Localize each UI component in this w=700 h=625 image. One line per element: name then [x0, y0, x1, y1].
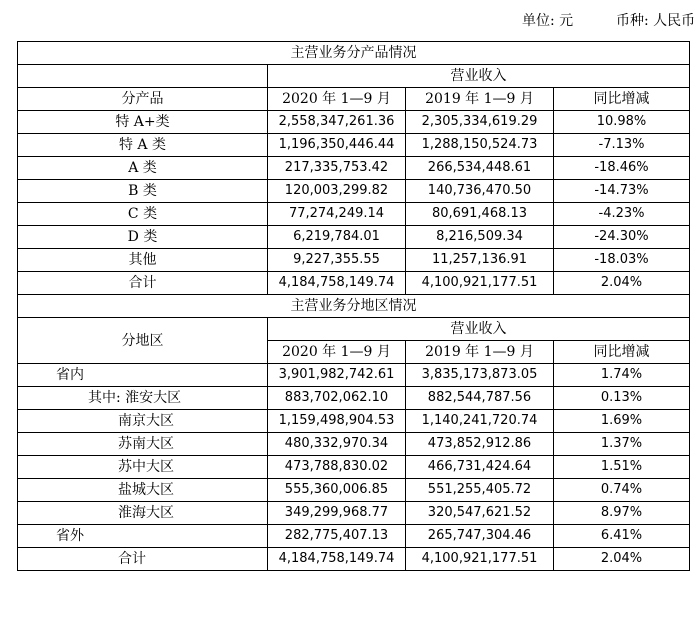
value-2020: 77,274,249.14: [268, 203, 406, 226]
blank-cell: [18, 65, 268, 88]
value-2020: 120,003,299.82: [268, 180, 406, 203]
region-header-row: [18, 318, 690, 341]
product-name: A 类: [18, 157, 268, 180]
product-name: 特 A+类: [18, 111, 268, 134]
value-2019: 2,305,334,619.29: [406, 111, 554, 134]
table-row-total: [18, 272, 690, 295]
region-name: 合计: [18, 548, 268, 571]
value-2020: 3,901,982,742.61: [268, 364, 406, 387]
value-2019: 4,100,921,177.51: [406, 548, 554, 571]
value-2020: 555,360,006.85: [268, 479, 406, 502]
value-2020: 9,227,355.55: [268, 249, 406, 272]
value-2019: 11,257,136.91: [406, 249, 554, 272]
product-name: 合计: [18, 272, 268, 295]
table-row: [18, 226, 690, 249]
value-2020: 883,702,062.10: [268, 387, 406, 410]
yoy-change: 0.74%: [554, 479, 690, 502]
value-2020: 4,184,758,149.74: [268, 548, 406, 571]
value-2019: 3,835,173,873.05: [406, 364, 554, 387]
product-2019-header: 2019 年 1—9 月: [406, 88, 554, 111]
value-2019: 140,736,470.50: [406, 180, 554, 203]
table-row: [18, 502, 690, 525]
value-2020: 2,558,347,261.36: [268, 111, 406, 134]
yoy-change: -18.46%: [554, 157, 690, 180]
product-name: 特 A 类: [18, 134, 268, 157]
revenue-table: [17, 41, 690, 571]
value-2019: 4,100,921,177.51: [406, 272, 554, 295]
table-row: [18, 157, 690, 180]
region-section-title: 主营业务分地区情况: [18, 295, 690, 318]
table-row: [18, 111, 690, 134]
yoy-change: -14.73%: [554, 180, 690, 203]
yoy-change: 1.69%: [554, 410, 690, 433]
yoy-change: 1.74%: [554, 364, 690, 387]
table-row: [18, 387, 690, 410]
table-row: [18, 364, 690, 387]
table-row: [18, 180, 690, 203]
region-name: 南京大区: [18, 410, 268, 433]
value-2019: 8,216,509.34: [406, 226, 554, 249]
value-2020: 217,335,753.42: [268, 157, 406, 180]
product-name: C 类: [18, 203, 268, 226]
yoy-change: 0.13%: [554, 387, 690, 410]
region-yoy-header: 同比增减: [554, 341, 690, 364]
region-title-row: [18, 295, 690, 318]
region-name: 其中: 淮安大区: [18, 387, 268, 410]
region-category-header: 分地区: [18, 318, 268, 364]
product-category-header: 分产品: [18, 88, 268, 111]
table-row: [18, 479, 690, 502]
value-2019: 551,255,405.72: [406, 479, 554, 502]
yoy-change: 10.98%: [554, 111, 690, 134]
value-2020: 349,299,968.77: [268, 502, 406, 525]
value-2019: 466,731,424.64: [406, 456, 554, 479]
region-2020-header: 2020 年 1—9 月: [268, 341, 406, 364]
yoy-change: 6.41%: [554, 525, 690, 548]
currency-label: 币种: 人民币: [616, 13, 696, 29]
region-name: 省内: [18, 364, 268, 387]
product-title-row: [18, 42, 690, 65]
yoy-change: -24.30%: [554, 226, 690, 249]
yoy-change: -18.03%: [554, 249, 690, 272]
product-name: B 类: [18, 180, 268, 203]
product-column-header-row: [18, 88, 690, 111]
product-name: 其他: [18, 249, 268, 272]
table-row: [18, 456, 690, 479]
yoy-change: 1.51%: [554, 456, 690, 479]
yoy-change: 1.37%: [554, 433, 690, 456]
table-row: [18, 203, 690, 226]
value-2020: 1,159,498,904.53: [268, 410, 406, 433]
table-row-total: [18, 548, 690, 571]
yoy-change: 2.04%: [554, 272, 690, 295]
region-2019-header: 2019 年 1—9 月: [406, 341, 554, 364]
region-name: 苏中大区: [18, 456, 268, 479]
product-revenue-header: 营业收入: [268, 65, 690, 88]
value-2019: 1,140,241,720.74: [406, 410, 554, 433]
unit-label: 单位: 元: [522, 13, 574, 29]
region-name: 苏南大区: [18, 433, 268, 456]
table-row: [18, 134, 690, 157]
yoy-change: 8.97%: [554, 502, 690, 525]
region-name: 淮海大区: [18, 502, 268, 525]
value-2019: 320,547,621.52: [406, 502, 554, 525]
table-row: [18, 410, 690, 433]
region-name: 省外: [18, 525, 268, 548]
value-2020: 1,196,350,446.44: [268, 134, 406, 157]
value-2020: 282,775,407.13: [268, 525, 406, 548]
product-yoy-header: 同比增减: [554, 88, 690, 111]
unit-line: [0, 8, 700, 30]
product-name: D 类: [18, 226, 268, 249]
value-2020: 480,332,970.34: [268, 433, 406, 456]
value-2019: 266,534,448.61: [406, 157, 554, 180]
region-name: 盐城大区: [18, 479, 268, 502]
product-revenue-header-row: [18, 65, 690, 88]
table-row: [18, 525, 690, 548]
value-2019: 80,691,468.13: [406, 203, 554, 226]
value-2019: 1,288,150,524.73: [406, 134, 554, 157]
product-2020-header: 2020 年 1—9 月: [268, 88, 406, 111]
value-2019: 882,544,787.56: [406, 387, 554, 410]
table-row: [18, 249, 690, 272]
value-2019: 473,852,912.86: [406, 433, 554, 456]
table-row: [18, 433, 690, 456]
product-section-title: 主营业务分产品情况: [18, 42, 690, 65]
region-revenue-header: 营业收入: [268, 318, 690, 341]
value-2020: 4,184,758,149.74: [268, 272, 406, 295]
yoy-change: -7.13%: [554, 134, 690, 157]
value-2020: 473,788,830.02: [268, 456, 406, 479]
yoy-change: -4.23%: [554, 203, 690, 226]
value-2020: 6,219,784.01: [268, 226, 406, 249]
yoy-change: 2.04%: [554, 548, 690, 571]
value-2019: 265,747,304.46: [406, 525, 554, 548]
